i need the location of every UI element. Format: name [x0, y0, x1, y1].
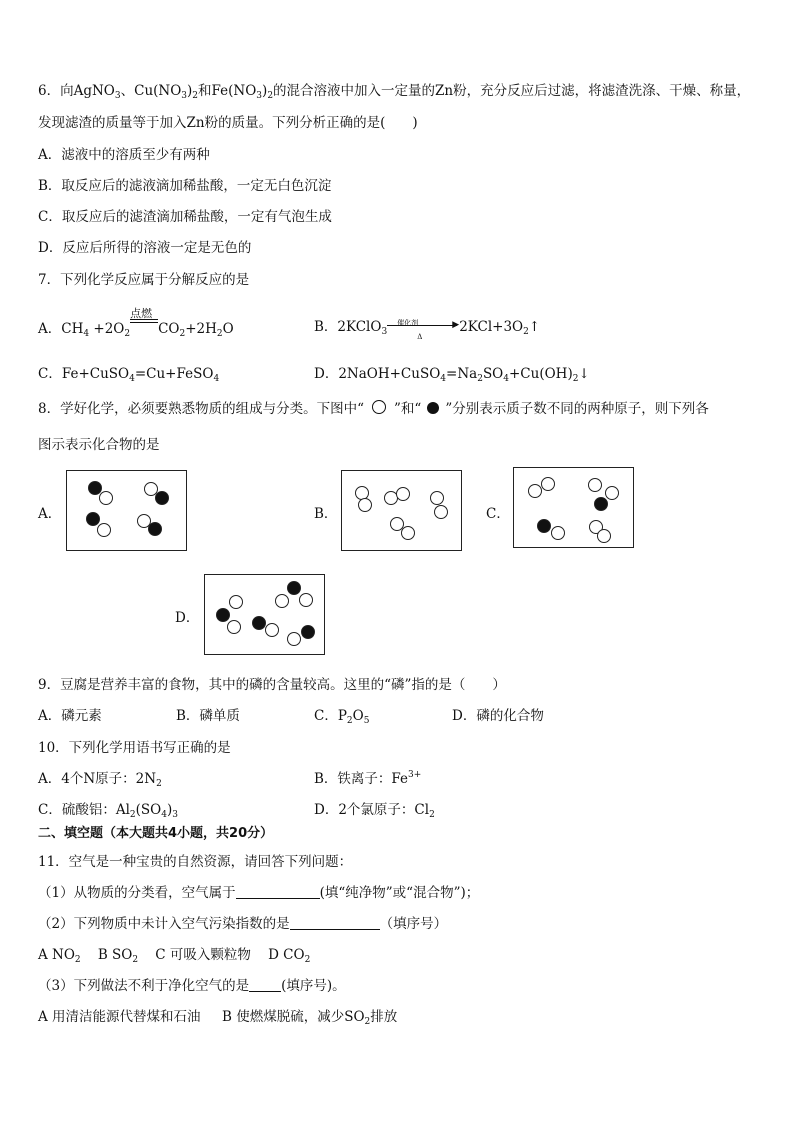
q10-option-d	[314, 801, 435, 819]
q6-option-b: B．取反应后的滤液滴加稀盐酸，一定无白色沉淀	[38, 178, 332, 194]
q11-stem: 11．空气是一种宝贵的自然资源，请回答下列问题：	[38, 854, 353, 870]
q9-stem: 9．豆腐是营养丰富的食物，其中的磷的含量较高。这里的“磷”指的是（ ）	[38, 677, 506, 693]
q10-option-c	[38, 801, 178, 819]
q11-option: C 可吸入颗粒物	[155, 947, 251, 963]
gas-arrow: ↑	[528, 319, 541, 335]
q11-text: （2）下列物质中未计入空气污染指数的是	[38, 916, 290, 932]
hollow-atom	[541, 477, 555, 491]
subscript: 2	[216, 329, 223, 339]
q11-options	[38, 946, 310, 964]
q6-option-a: A．滤液中的溶质至少有两种	[38, 147, 210, 163]
q6-text: 的混合溶液中加入一定量的Zn粉，充分反应后过滤，将滤渣洗涤、干燥、称量，	[273, 83, 751, 99]
q8-label-d: D．	[175, 610, 200, 626]
q8-stem-line2: 图示表示化合物的是	[38, 437, 160, 453]
q10-c-text: )	[166, 802, 173, 818]
hollow-atom	[229, 595, 243, 609]
hollow-atom	[396, 487, 410, 501]
filled-atom	[148, 522, 162, 536]
subscript: 3	[114, 91, 121, 101]
hollow-atom-icon	[372, 400, 386, 414]
q11-part2	[38, 915, 447, 933]
q11-option: A NO	[38, 947, 75, 963]
q10-c-text: C．硫酸铝：Al	[38, 802, 130, 818]
hollow-atom	[434, 505, 448, 519]
hollow-atom	[605, 486, 619, 500]
hollow-atom	[551, 526, 565, 540]
q11-option: B 使燃煤脱硫，减少SO	[222, 1009, 365, 1025]
hollow-atom	[597, 529, 611, 543]
answer-blank[interactable]	[249, 978, 281, 992]
subscript: 2	[74, 955, 81, 965]
q11-text: （填序号）	[379, 916, 448, 932]
precipitate-arrow: ↓	[578, 366, 590, 382]
filled-atom	[594, 497, 608, 511]
q9-c-text: O	[352, 708, 364, 724]
superscript: 3+	[408, 770, 422, 780]
subscript: 4	[213, 374, 220, 384]
q9-option-c	[314, 707, 369, 725]
q10-stem: 10．下列化学用语书写正确的是	[38, 740, 231, 756]
q10-option-a	[38, 770, 162, 788]
subscript: 2	[429, 810, 435, 820]
filled-atom	[301, 625, 315, 639]
hollow-atom	[287, 632, 301, 646]
condition-label: 催化剂	[397, 319, 419, 327]
hollow-atom	[97, 523, 111, 537]
subscript: 2	[477, 374, 483, 384]
q7-d-text: +Cu(OH)	[509, 366, 573, 382]
subscript: 2	[572, 374, 579, 384]
q8-text: ”分别表示质子数不同的两种原子，则下列各	[445, 401, 709, 417]
hollow-atom	[265, 623, 279, 637]
hollow-atom	[401, 526, 415, 540]
q7-d-text: D．2NaOH+CuSO	[314, 366, 441, 382]
filled-atom	[86, 512, 100, 526]
q7-d-text: =Na	[446, 366, 478, 382]
subscript: 4	[129, 374, 135, 384]
q8-label-a: A．	[38, 506, 62, 522]
q11-text: （3）下列做法不利于净化空气的是	[38, 978, 250, 994]
subscript: 3	[172, 810, 178, 820]
q6-option-d: D．反应后所得的溶液一定是无色的	[38, 240, 252, 256]
q10-c-text: (SO	[135, 802, 162, 818]
q8-text: ”和“	[394, 401, 422, 417]
reaction-condition	[130, 307, 158, 335]
q11-part3-options	[38, 1008, 397, 1026]
subscript: 3	[381, 327, 388, 337]
q6-text: 6．向AgNO	[38, 83, 115, 99]
q7-d-text: SO	[482, 366, 504, 382]
q6-text: 和Fe(NO	[198, 83, 257, 99]
q7-b-text: 2KCl+3O	[459, 319, 524, 335]
q7-option-d	[314, 365, 590, 383]
subscript: 2	[129, 810, 136, 820]
subscript: 5	[363, 716, 370, 726]
q9-option-a: A．磷元素	[38, 708, 102, 724]
q10-a-text: A．4个N原子：2N	[38, 771, 157, 787]
q7-a-text: O	[222, 321, 234, 337]
answer-blank[interactable]	[290, 916, 380, 930]
q6-text: )	[187, 83, 193, 99]
q9-option-d: D．磷的化合物	[452, 708, 544, 724]
filled-atom	[155, 491, 169, 505]
hollow-atom	[227, 620, 241, 634]
hollow-atom	[588, 478, 602, 492]
subscript: 3	[181, 91, 188, 101]
subscript: 4	[83, 329, 90, 339]
q8-label-c: C．	[486, 506, 510, 522]
q11-text: （1）从物质的分类看，空气属于	[38, 885, 236, 901]
subscript: 2	[304, 955, 311, 965]
subscript: 2	[523, 327, 529, 337]
hollow-atom	[528, 484, 542, 498]
q7-a-text: CO	[158, 321, 180, 337]
hollow-atom	[275, 594, 289, 608]
answer-blank[interactable]	[236, 885, 320, 899]
q7-option-b	[314, 317, 541, 341]
q8-box-d	[204, 574, 325, 655]
q11-option: A 用清洁能源代替煤和石油	[38, 1009, 201, 1025]
q7-c-text: =Cu+FeSO	[134, 366, 214, 382]
q9-c-text: C．P	[314, 708, 347, 724]
q8-box-a	[66, 470, 187, 551]
condition-label: 点燃	[130, 307, 153, 320]
q11-text: (填“纯净物”或“混合物”)；	[319, 885, 480, 901]
q11-part1	[38, 884, 479, 902]
subscript: 4	[503, 374, 509, 384]
q8-label-b: B．	[314, 506, 338, 522]
reaction-arrow: 催化剂 ▶ Δ	[387, 317, 459, 335]
q11-part3	[38, 977, 346, 995]
subscript: 2	[156, 779, 162, 789]
filled-atom	[216, 608, 230, 622]
q8-stem-line1	[38, 400, 709, 418]
filled-atom-icon	[427, 402, 439, 414]
subscript: 2	[192, 91, 199, 101]
filled-atom	[252, 616, 266, 630]
subscript: 2	[364, 1017, 371, 1027]
q7-a-text: A．CH	[38, 321, 84, 337]
subscript: 2	[132, 955, 139, 965]
q8-text: 8．学好化学，必须要熟悉物质的组成与分类。下图中“	[38, 401, 364, 417]
q6-stem-line1	[38, 82, 750, 100]
q6-option-c: C．取反应后的滤渣滴加稀盐酸，一定有气泡生成	[38, 209, 332, 225]
hollow-atom	[99, 491, 113, 505]
q7-option-c	[38, 365, 219, 383]
subscript: 4	[161, 810, 167, 820]
subscript: 2	[267, 91, 274, 101]
q7-a-text: +2H	[185, 321, 217, 337]
filled-atom	[287, 581, 301, 595]
q6-text: )	[262, 83, 268, 99]
filled-atom	[537, 519, 551, 533]
q10-option-b	[314, 770, 421, 788]
condition-label: Δ	[417, 333, 423, 341]
subscript: 2	[179, 329, 186, 339]
q6-text: 、Cu(NO	[120, 83, 182, 99]
hollow-atom	[358, 498, 372, 512]
q7-b-text: B．2KClO	[314, 319, 382, 335]
hollow-atom	[430, 491, 444, 505]
hollow-atom	[299, 593, 313, 607]
q11-option: B SO	[97, 947, 133, 963]
subscript: 2	[124, 329, 131, 339]
q11-option: 排放	[370, 1009, 398, 1025]
q6-stem-line2: 发现滤渣的质量等于加入Zn粉的质量。下列分析正确的是( )	[38, 115, 418, 131]
subscript: 2	[346, 716, 353, 726]
q7-c-text: C．Fe+CuSO	[38, 366, 130, 382]
subscript: 4	[440, 374, 447, 384]
q10-b-text: B．铁离子：Fe	[314, 771, 409, 787]
section-heading: 二、填空题（本大题共4小题，共20分）	[38, 826, 274, 841]
q7-option-a	[38, 307, 234, 339]
q7-stem: 7．下列化学反应属于分解反应的是	[38, 272, 250, 288]
q8-box-b	[341, 470, 462, 551]
q9-option-b: B．磷单质	[176, 708, 240, 724]
q7-a-text: +2O	[89, 321, 125, 337]
q10-d-text: D．2个氯原子：Cl	[314, 802, 430, 818]
subscript: 3	[256, 91, 263, 101]
q8-box-c	[513, 467, 634, 548]
q11-option: D CO	[268, 947, 305, 963]
q11-text: (填序号)。	[281, 978, 346, 994]
